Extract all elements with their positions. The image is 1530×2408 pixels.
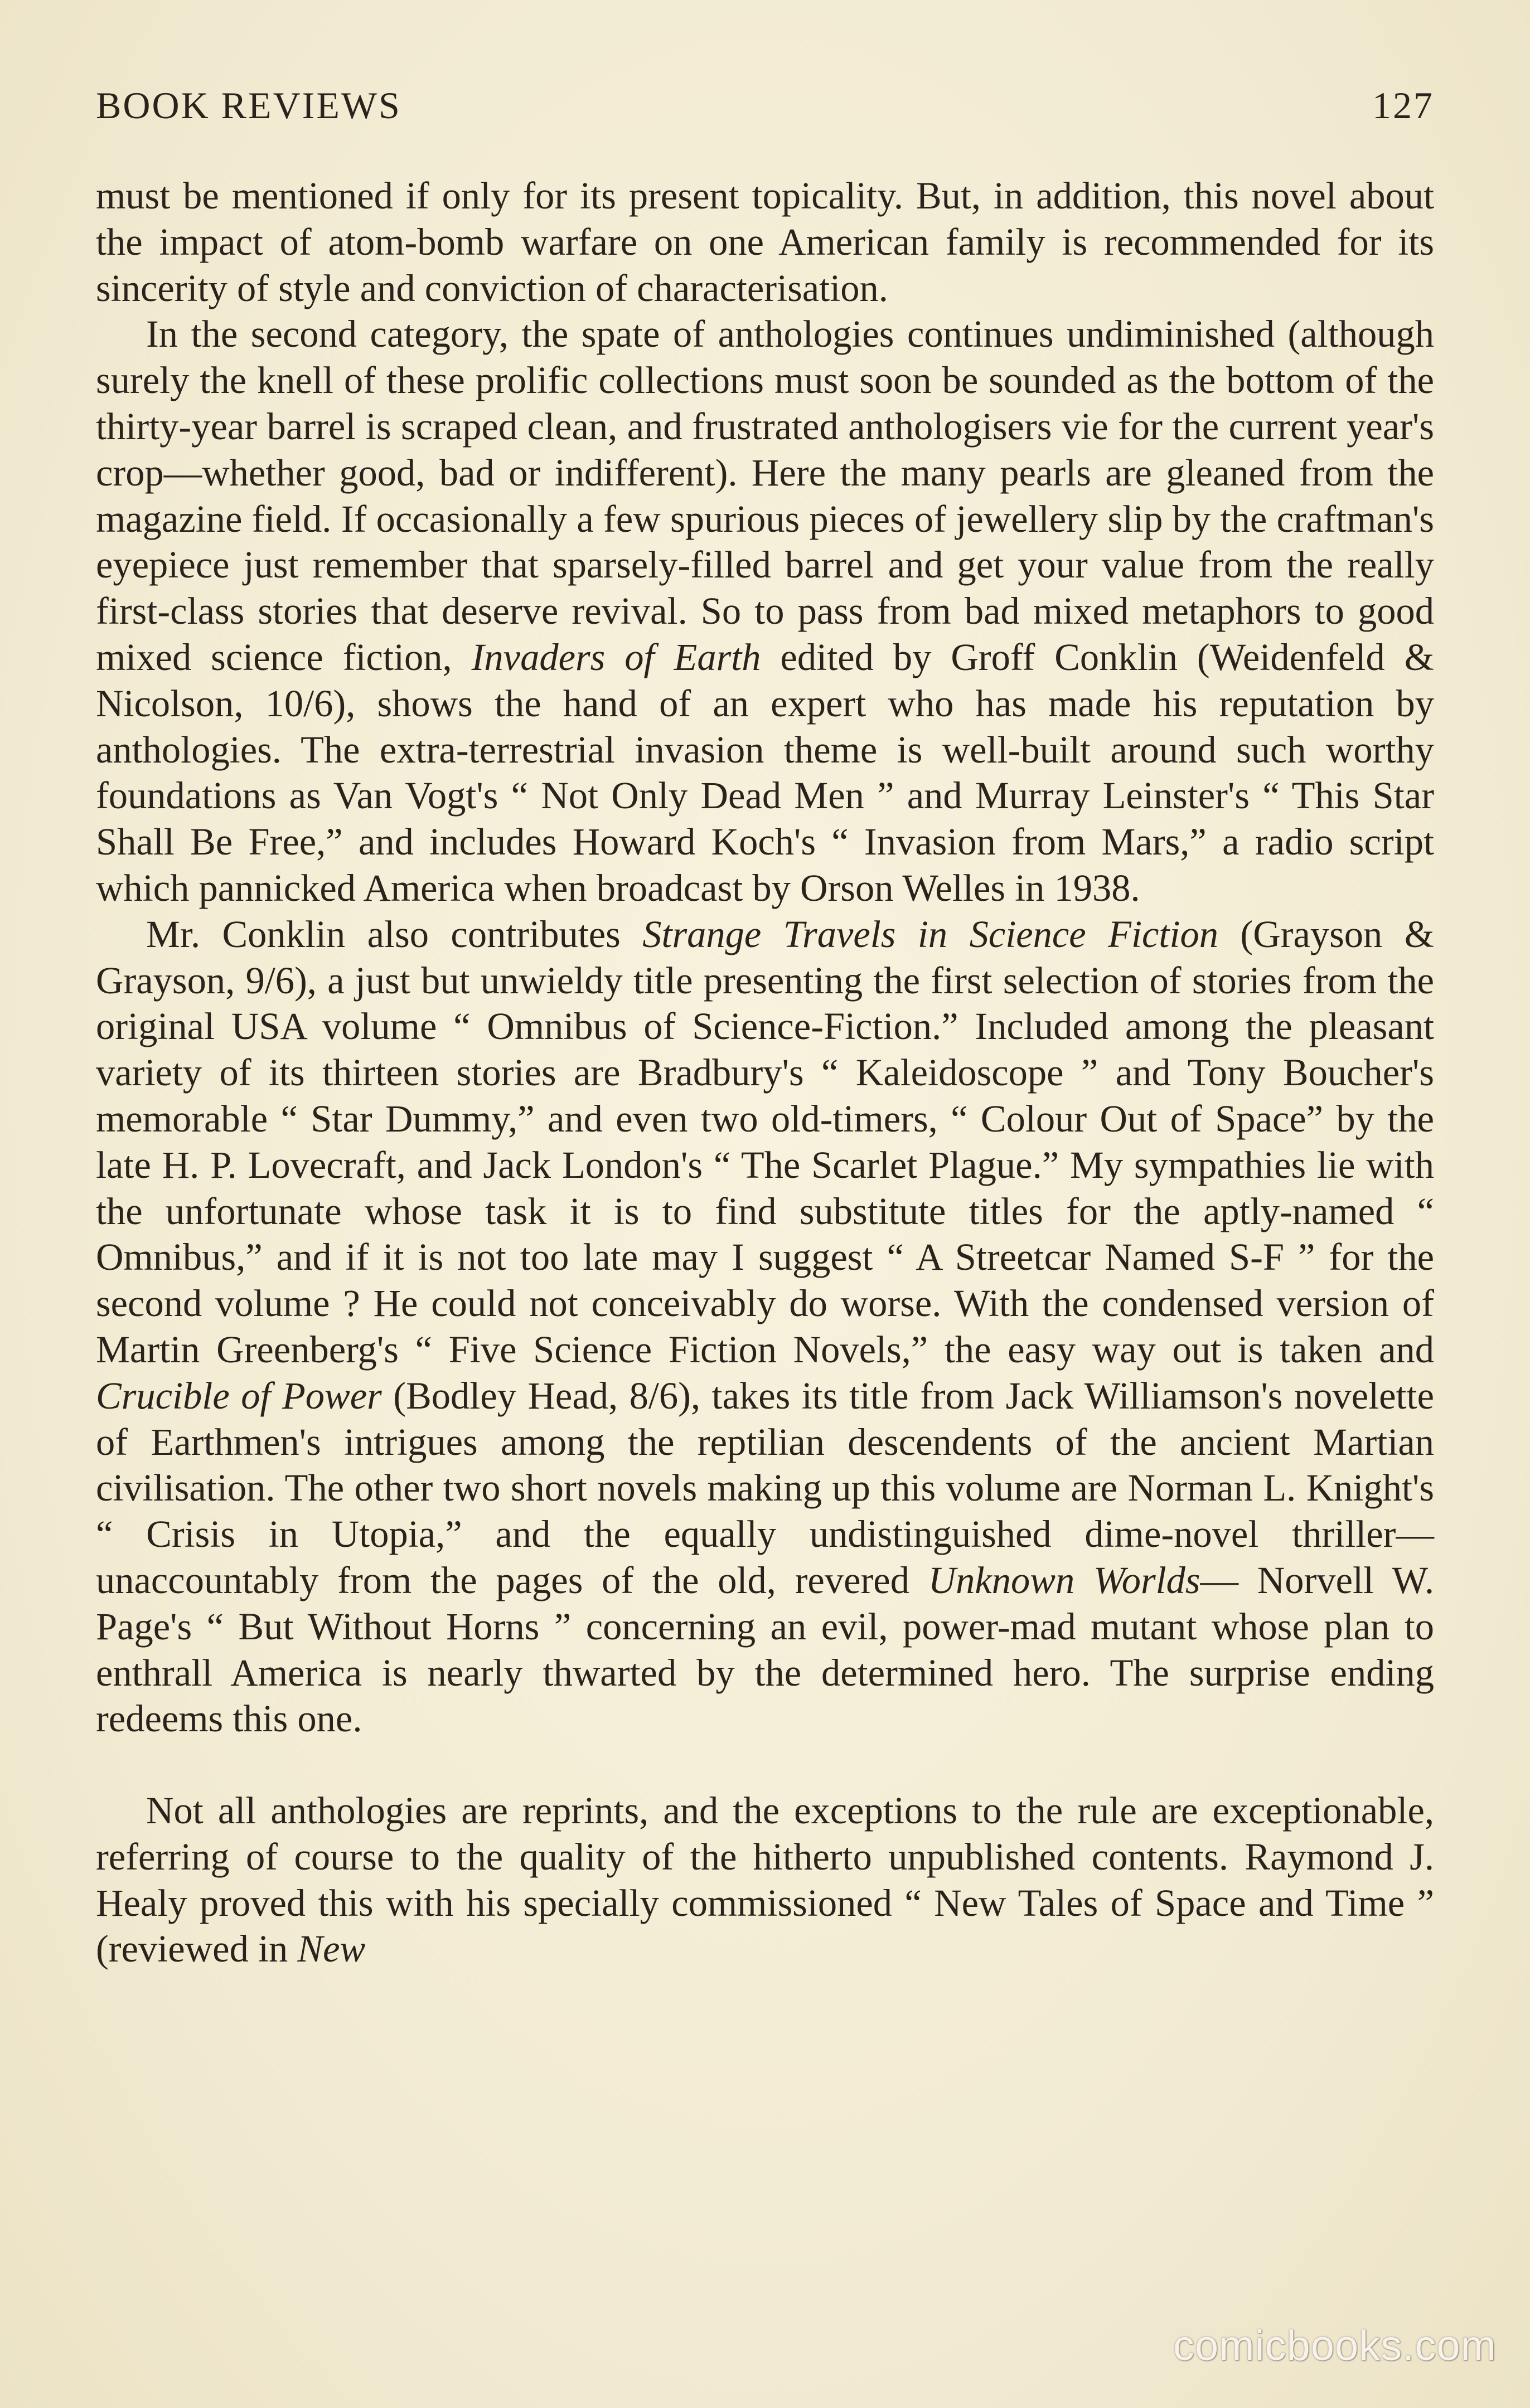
paragraph-3-text-c: (Bodley Head, 8/6), takes its title from Jack Williamson's novelette of Earthmen's intrigues among the reptilian descendents of the ancient Martian civilisation. The other two short novels making up this volume are Norman L. Knight's “ Crisis in Utopia,” and the equally undistinguished dime-novel thriller—unaccountably from the pages of the old, revered <box>96 1374 1434 1601</box>
running-head: BOOK REVIEWS <box>96 84 401 127</box>
paragraph-3-text-d: — Norvell W. Page's “ But Without Horns ” concerning an evil, power-mad mutant whose plan to enthrall America is nearly thwarted by the determined hero. The surprise ending redeems this one. <box>96 1559 1435 1740</box>
book-title-invaders-of-earth: Invaders of Earth <box>471 635 761 678</box>
paragraph-4-text: Not all anthologies are reprints, and the exceptions to the rule are exceptionable, referring of course to the quality of the hitherto unpublished contents. Raymond J. Healy proved this with his specially commissioned “ New Tales of Space and Time ” (reviewed in <box>96 1789 1434 1970</box>
paragraph-2 <box>96 311 1434 911</box>
magazine-title-new: New <box>297 1928 366 1970</box>
paragraph-4 <box>96 1788 1434 1972</box>
paragraph-3-text-b: (Grayson & Grayson, 9/6), a just but unwieldy title presenting the first selection of stories from the original USA volume “ Omnibus of Science-Fiction.” Included among the pleasant variety of its thirteen stories are Bradbury's “ Kaleidoscope ” and Tony Boucher's memorable “ Star Dummy,” and even two old-timers, “ Colour Out of Space” by the late H. P. Lovecraft, and Jack London's “ The Scarlet Plague.” My sympathies lie with the unfortunate whose task it is to find substitute titles for the aptly-named “ Omnibus,” and if it is not too late may I suggest “ A Streetcar Named S-F ” for the second volume ? He could not conceivably do worse. With the condensed version of Martin Greenberg's “ Five Science Fiction Novels,” the easy way out is taken and <box>96 912 1435 1371</box>
paragraph-1-text: must be mentioned if only for its present topicality. But, in addition, this novel about the impact of atom-bomb warfare on one American family is recommended for its sincerity of style and conviction of characterisation. <box>96 174 1434 309</box>
paragraph-1 <box>96 173 1434 311</box>
paragraph-3-text-a: Mr. Conklin also contributes <box>146 912 621 955</box>
watermark: comicbooks.com <box>1173 2322 1497 2370</box>
book-title-crucible-of-power: Crucible of Power <box>96 1374 382 1417</box>
paragraph-3 <box>96 911 1434 1742</box>
page-number: 127 <box>1372 84 1434 127</box>
page-header <box>96 84 1434 139</box>
paragraph-2-rest: edited by Groff Conklin (Weidenfeld & Nicolson, 10/6), shows the hand of an expert who has made his reputation by anthologies. The extra-terrestrial invasion theme is well-built around such worthy foundations as Van Vogt's “ Not Only Dead Men ” and Murray Leinster's “ This Star Shall Be Free,” and includes Howard Koch's “ Invasion from Mars,” a radio script which pannicked America when broadcast by Orson Welles in 1938. <box>96 635 1434 909</box>
book-title-strange-travels: Strange Travels in Science Fiction <box>642 912 1218 955</box>
magazine-title-unknown-worlds: Unknown Worlds <box>928 1559 1200 1601</box>
paragraph-2-text: In the second category, the spate of anthologies continues undiminished (although surely the knell of these prolific collections must soon be sounded as the bottom of the thirty-year barrel is scraped clean, and frustrated anthologisers vie for the current year's crop—whether good, bad or indifferent). Here the many pearls are gleaned from the magazine field. If occasionally a few spurious pieces of jewellery slip by the craftman's eyepiece just remember that sparsely-filled barrel and get your value from the really first-class stories that deserve revival. So to pass from bad mixed metaphors to good mixed science fiction, <box>96 313 1434 678</box>
article-body <box>96 173 1434 1972</box>
